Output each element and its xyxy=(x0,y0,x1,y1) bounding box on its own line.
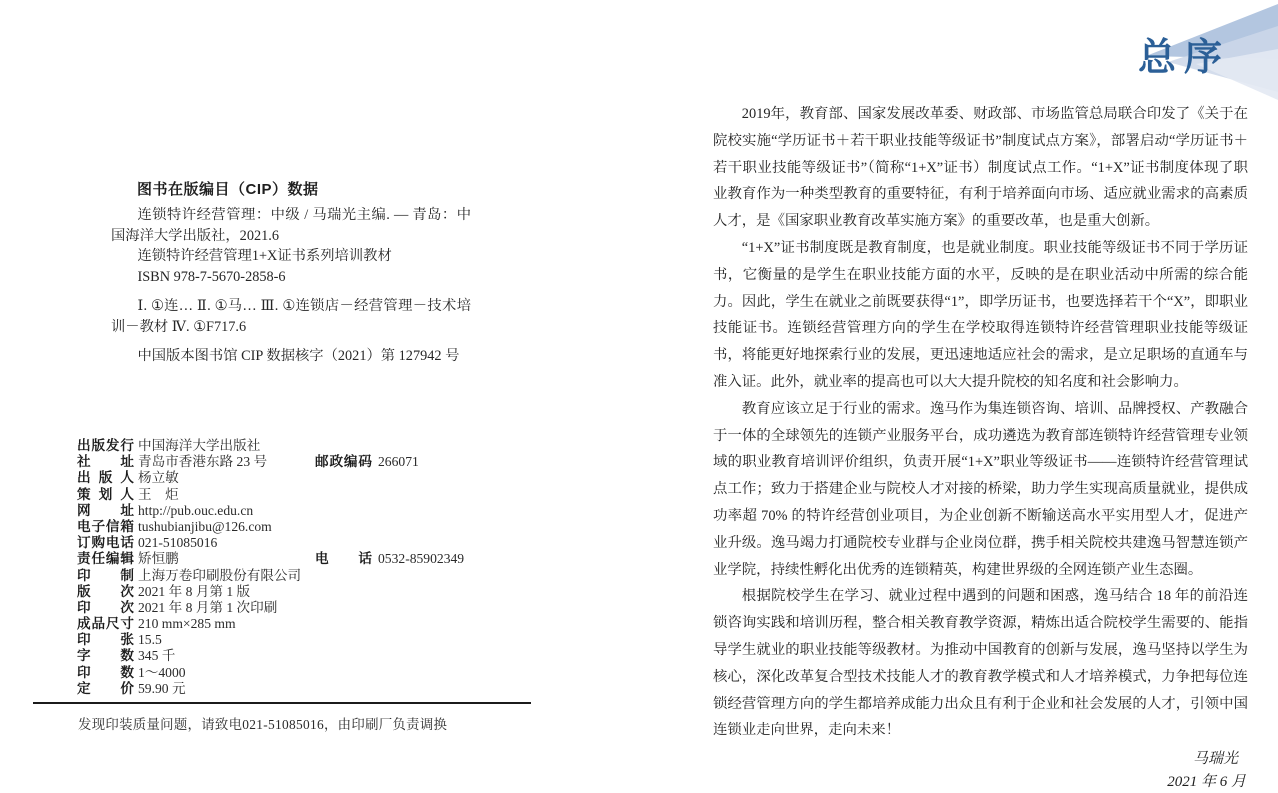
cip-line-description: 连锁特许经营管理：中级 / 马瑞光主编. — 青岛：中国海洋大学出版社，2021.6 xyxy=(111,205,471,246)
colophon-label: 出版人 xyxy=(77,470,134,486)
colophon-value-email: tushubianjibu@126.com xyxy=(138,519,272,534)
colophon-row xyxy=(77,454,597,470)
colophon-label: 定价 xyxy=(77,681,134,697)
colophon-value: 1～4000 xyxy=(138,665,186,680)
colophon-value-phone: 021-51085016 xyxy=(138,535,217,550)
colophon-label: 社址 xyxy=(77,454,134,470)
colophon-label: 印张 xyxy=(77,632,134,648)
signature-block xyxy=(713,748,1248,793)
preface-paragraph: “1+X”证书制度既是教育制度，也是就业制度。职业技能等级证书不同于学历证书，它衡量的是学生在职业技能方面的水平，反映的是在职业活动中所需的综合能力。因此，学生在就业之前既要获得“1”，即学历证书，也要选择若干个“X”，即职业技能证书。连锁经营管理方向的学生在学校取得连锁特许经营管理职业技能等级证书，将能更好地探索行业的发展，更迅速地适应社会的需求，是立足职场的直通车与准入证。此外，就业率的提高也可以大大提升院校的知名度和社会影响力。 xyxy=(713,235,1248,396)
preface-header xyxy=(1138,4,1278,108)
colophon-row xyxy=(77,535,597,551)
colophon-value-url: http://pub.ouc.edu.cn xyxy=(138,503,253,518)
colophon-label: 网址 xyxy=(77,503,134,519)
colophon-value: 0532-85902349 xyxy=(378,551,464,566)
colophon-row xyxy=(77,551,597,567)
preface-body xyxy=(713,101,1248,793)
colophon-row xyxy=(77,616,597,632)
colophon-row xyxy=(77,503,597,519)
colophon-row xyxy=(77,470,597,486)
colophon-value: 上海万卷印刷股份有限公司 xyxy=(138,568,301,583)
colophon-row xyxy=(77,568,597,584)
cip-line-classification: Ⅰ. ①连… Ⅱ. ①马… Ⅲ. ①连锁店－经营管理－技术培训－教材 Ⅳ. ①F717.6 xyxy=(111,296,471,337)
colophon-value: 王 炬 xyxy=(138,487,179,502)
preface-paragraph: 2019年，教育部、国家发展改革委、财政部、市场监管总局联合印发了《关于在院校实施“学历证书＋若干职业技能等级证书”制度试点方案》，部署启动“学历证书＋若干职业技能等级证书”（简称“1+X”证书）制度试点工作。“1+X”证书制度体现了职业教育作为一种类型教育的重要特征，有利于培养面向市场、适应就业需求的高素质人才，是《国家职业教育改革实施方案》的重要改革，也是重大创新。 xyxy=(713,101,1248,235)
colophon-value: 青岛市香港东路 23 号 xyxy=(138,454,267,469)
preface-paragraph: 教育应该立足于行业的需求。逸马作为集连锁咨询、培训、品牌授权、产教融合于一体的全球领先的连锁产业服务平台，成功遴选为教育部连锁特许经营管理专业领域的职业教育培训评价组织，负责开展“1+X”职业等级证书——连锁特许经营管理试点工作；致力于搭建企业与院校人才对接的桥梁，助力学生实现高质量就业，提供成功率超 70% 的特许经营创业项目，为企业创新不断输送高水平实用型人才，促进产业升级。逸马竭力打通院校专业群与企业岗位群，携手相关院校共建逸马智慧连锁产业学院，持续性孵化出优秀的连锁精英，构建世界级的全网连锁产业生态圈。 xyxy=(713,396,1248,584)
cip-line-isbn: ISBN 978-7-5670-2858-6 xyxy=(111,267,471,288)
colophon-row xyxy=(77,519,597,535)
colophon-value: 2021 年 8 月第 1 次印刷 xyxy=(138,600,277,615)
signature-name: 马瑞光 xyxy=(713,748,1248,771)
colophon-value: 59.90 元 xyxy=(138,681,186,696)
colophon-label: 电话 xyxy=(315,551,372,567)
colophon-label: 字数 xyxy=(77,648,134,664)
colophon-row xyxy=(77,600,597,616)
colophon-value: 15.5 xyxy=(138,632,162,647)
colophon-label: 策划人 xyxy=(77,487,134,503)
cip-block xyxy=(111,205,471,367)
colophon-table xyxy=(77,438,597,697)
preface-title: 总序 xyxy=(1138,26,1230,81)
signature-date: 2021 年 6 月 xyxy=(713,771,1248,793)
colophon-row xyxy=(77,584,597,600)
print-quality-note: 发现印装质量问题，请致电021-51085016，由印刷厂负责调换 xyxy=(78,714,447,733)
colophon-label: 责任编辑 xyxy=(77,551,134,567)
colophon-value: 中国海洋大学出版社 xyxy=(138,438,260,453)
colophon-label: 订购电话 xyxy=(77,535,134,551)
preface-paragraph: 根据院校学生在学习、就业过程中遇到的问题和困惑，逸马结合 18 年的前沿连锁咨询实践和培训历程，整合相关教育教学资源，精炼出适合院校学生需要的、能指导学生就业的职业技能等级教材。为推动中国教育的创新与发展，逸马坚持以学生为核心，深化改革复合型技术技能人才的教育教学模式和人才培养模式，力争把每位连锁经营管理方向的学生都培养成能力出众且有利于企业和社会发展的人才，引领中国连锁业走向世界，走向未来！ xyxy=(713,583,1248,744)
colophon-label: 印数 xyxy=(77,665,134,681)
colophon-value: 2021 年 8 月第 1 版 xyxy=(138,584,250,599)
cip-line-series: 连锁特许经营管理1+X证书系列培训教材 xyxy=(111,246,471,267)
colophon-pair-phone xyxy=(315,551,464,567)
cip-title: 图书在版编目（CIP）数据 xyxy=(137,178,319,199)
colophon-row xyxy=(77,681,597,697)
colophon-row xyxy=(77,648,597,664)
colophon-label: 邮政编码 xyxy=(315,454,372,470)
colophon-row xyxy=(77,665,597,681)
colophon-value: 矫恒鹏 xyxy=(138,551,179,566)
cip-line-registry: 中国版本图书馆 CIP 数据核字（2021）第 127942 号 xyxy=(111,346,471,367)
colophon-label: 出版发行 xyxy=(77,438,134,454)
colophon-row xyxy=(77,632,597,648)
colophon-label: 电子信箱 xyxy=(77,519,134,535)
colophon-label: 印次 xyxy=(77,600,134,616)
colophon-value: 345 千 xyxy=(138,648,175,663)
colophon-value: 210 mm×285 mm xyxy=(138,616,236,631)
colophon-label: 成品尺寸 xyxy=(77,616,134,632)
footer-divider-line xyxy=(33,702,531,704)
colophon-value: 杨立敏 xyxy=(138,470,179,485)
colophon-label: 版次 xyxy=(77,584,134,600)
colophon-pair-postcode xyxy=(315,454,419,470)
colophon-row xyxy=(77,487,597,503)
colophon-label: 印制 xyxy=(77,568,134,584)
colophon-row xyxy=(77,438,597,454)
colophon-value: 266071 xyxy=(378,454,419,469)
